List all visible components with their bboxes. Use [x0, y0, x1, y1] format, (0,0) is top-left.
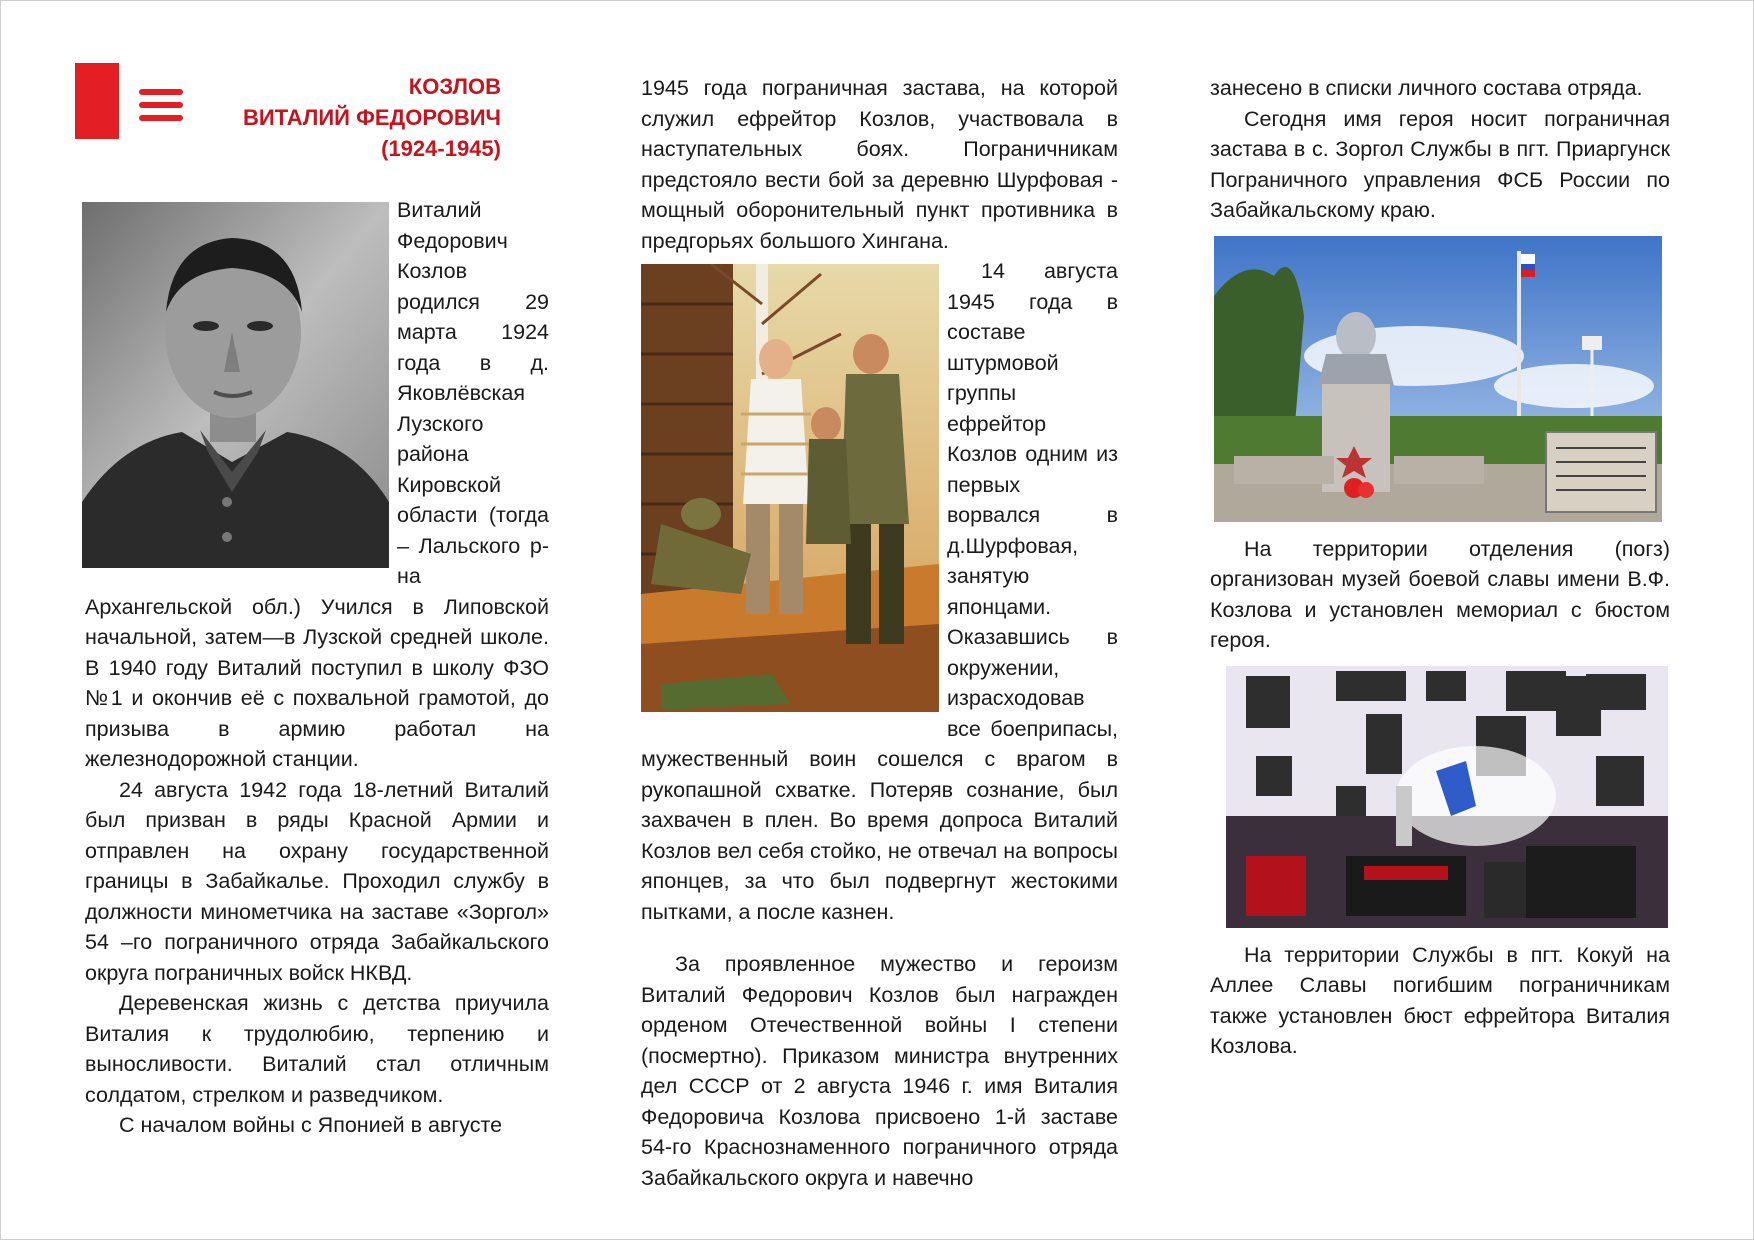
- col2-paragraph-3: За проявленное мужество и героизм Виталий Федорович Козлов был награжден орденом Отечественной войны I степени (посмертно). Приказом министра внутренних дел СССР от 2 августа 1946 г. имя Виталия Федоровича Козлова присвоено 1-й заставе 54-го Краснознаменного пограничного отряда Забайкальского округа и навечно: [641, 952, 1118, 1190]
- col2-paragraph-1: 1945 года пограничная застава, на которой служил ефрейтор Козлов, участвовала в наступательных боях. Пограничникам предстояло вести бой за деревню Шурфовая - мощный оборонительный пункт противника в предгорьях большого Хингана.: [641, 76, 1118, 253]
- hero-name: ВИТАЛИЙ ФЕДОРОВИЧ: [243, 105, 501, 130]
- column-3: [1210, 73, 1670, 1062]
- column-2: [641, 73, 1118, 1193]
- col3-paragraph-4: На территории Службы в пгт. Кокуй на Аллее Славы погибшим пограничникам также установлен бюст ефрейтора Виталия Козлова.: [1210, 942, 1670, 1058]
- column-1: [85, 195, 549, 1141]
- interrogation-painting: [641, 264, 939, 712]
- col3-paragraph-2: Сегодня имя героя носит пограничная застава в с. Зоргол Службы в пгт. Приаргунск Пограничного управления ФСБ России по Забайкальскому краю.: [1210, 106, 1670, 222]
- col1-paragraph-1: Виталий Федорович Козлов родился 29 марта 1924 года в д. Яковлёвская Лузского района Кировской области (тогда – Лальского р-на Архангельской обл.) Учился в Липовской начальной, затем—в Лузской средней школе. В 1940 году Виталий поступил в школу ФЗО №1 и окончив её с похвальной грамотой, до призыва в армию работал на железнодорожной станции.: [85, 198, 549, 771]
- col1-paragraph-2: 24 августа 1942 года 18-летний Виталий был призван в ряды Красной Армии и отправлен на охрану государственной границы в Забайкалье. Проходил службу в должности минометчика на заставе «Зоргол» 54 –го пограничного отряда Забайкальского округа пограничных войск НКВД.: [85, 777, 549, 985]
- col3-paragraph-1: занесено в списки личного состава отряда.: [1210, 76, 1643, 100]
- memorial-bust-photo: [1214, 236, 1662, 522]
- col3-paragraph-3: На территории отделения (погз) организован музей боевой славы имени В.Ф. Козлова и установлен мемориал с бюстом героя.: [1210, 536, 1670, 652]
- museum-exhibit-photo: [1226, 666, 1668, 928]
- hero-surname: КОЗЛОВ: [408, 74, 501, 99]
- col2-paragraph-2: 14 августа 1945 года в составе штурмовой группы ефрейтор Козлов одним из первых ворвался в д.Шурфовая, занятую японцами. Оказавшись в окружении, израсходовав все боеприпасы, мужественный воин сошелся с врагом в рукопашной схватке. Потеряв сознание, был захвачен в плен. Во время допроса Виталий Козлов вел себя стойко, не отвечал на вопросы японцев, за что был подвергнут жестокими пытками, а после казнен.: [641, 259, 1118, 924]
- col1-paragraph-4: С началом войны с Японией в августе: [119, 1113, 503, 1137]
- hero-heading: [201, 71, 501, 164]
- col1-paragraph-3: Деревенская жизнь с детства приучила Виталия к трудолюбию, терпению и выносливости. Виталий стал отличным солдатом, стрелком и разведчиком.: [85, 991, 549, 1107]
- col2-paragraph-2-part: [641, 256, 1118, 927]
- hero-years: (1924-1945): [381, 136, 501, 161]
- menu-icon[interactable]: [139, 89, 183, 129]
- red-accent-bar: [75, 63, 119, 139]
- portrait-photo: [82, 202, 389, 568]
